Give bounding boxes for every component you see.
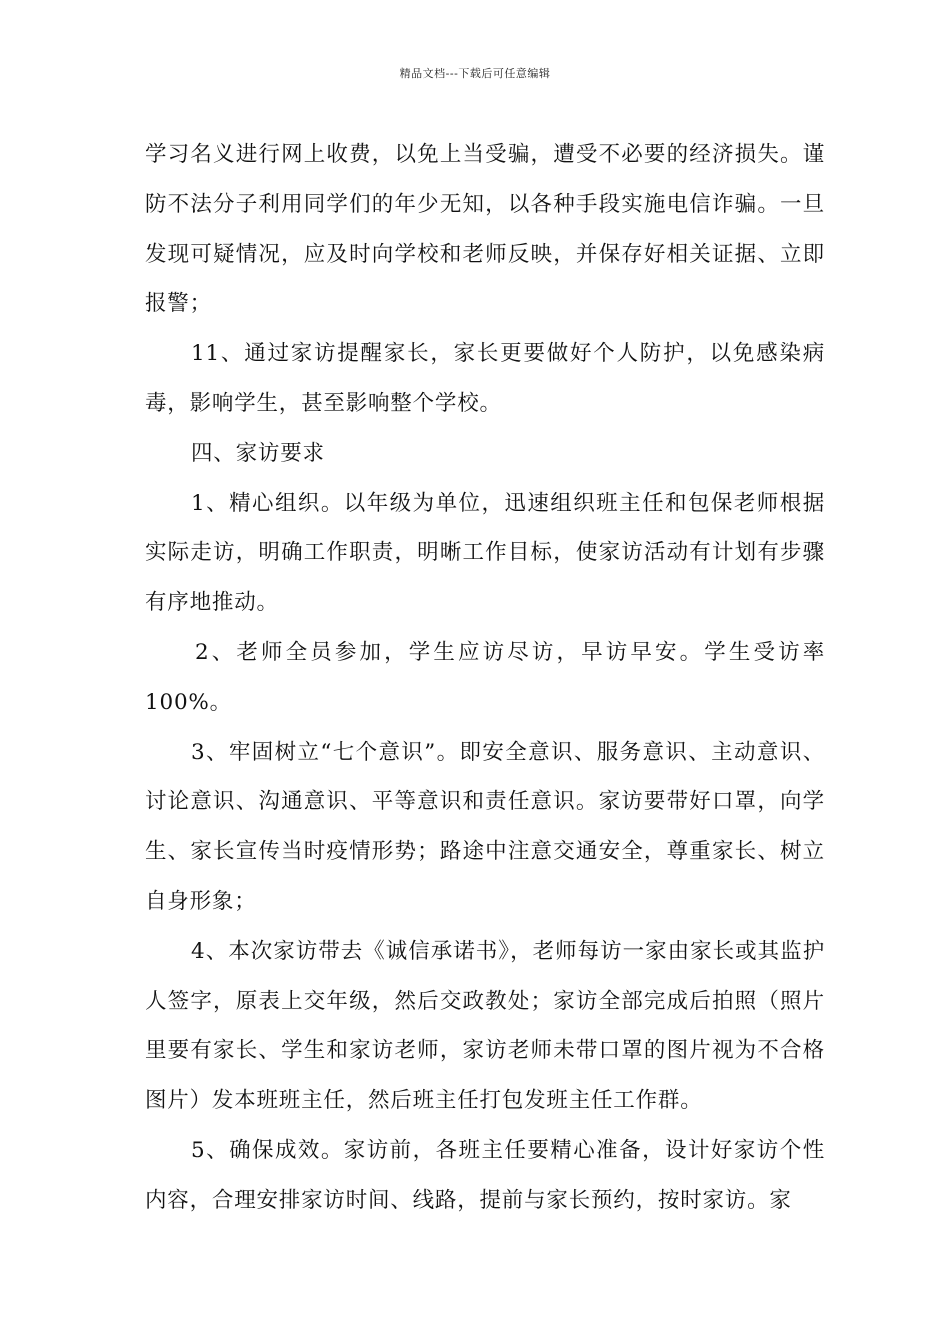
- paragraph-fraud-warning: 学习名义进行网上收费，以免上当受骗，遭受不必要的经济损失。谨防不法分子利用同学们的年少无知，以各种手段实施电信诈骗。一旦发现可疑情况，应及时向学校和老师反映，并保存好相关证据、立即报警；: [145, 142, 825, 317]
- paragraph-requirement-4: 4、本次家访带去《诚信承诺书》，老师每访一家由家长或其监护人签字，原表上交年级，然后交政教处；家访全部完成后拍照（照片里要有家长、学生和家访老师，家访老师未带口罩的图片视为不合格图片）发本班班主任，然后班主任打包发班主任工作群。: [145, 938, 825, 1114]
- section-heading-requirements: 四、家访要求: [191, 440, 325, 466]
- paragraph-requirement-5: 5、确保成效。家访前，各班主任要精心准备，设计好家访个性内容，合理安排家访时间、线路，提前与家长预约，按时家访。家: [145, 1137, 825, 1213]
- paragraph-requirement-3: 3、牢固树立“七个意识”。即安全意识、服务意识、主动意识、讨论意识、沟通意识、平等意识和责任意识。家访要带好口罩，向学生、家长宣传当时疫情形势；路途中注意交通安全，尊重家长、树立自身形象；: [145, 739, 825, 914]
- paragraph-item-11: 11、通过家访提醒家长，家长更要做好个人防护，以免感染病毒，影响学生，甚至影响整个学校。: [145, 341, 825, 416]
- page-header: 精品文档---下载后可任意编辑: [399, 67, 551, 80]
- document-body: [145, 130, 825, 1226]
- paragraph-requirement-1: 1、精心组织。以年级为单位，迅速组织班主任和包保老师根据实际走访，明确工作职责，明晰工作目标，使家访活动有计划有步骤有序地推动。: [145, 490, 825, 616]
- paragraph-requirement-2: 2、老师全员参加，学生应访尽访，早访早安。学生受访率100%。: [145, 639, 825, 715]
